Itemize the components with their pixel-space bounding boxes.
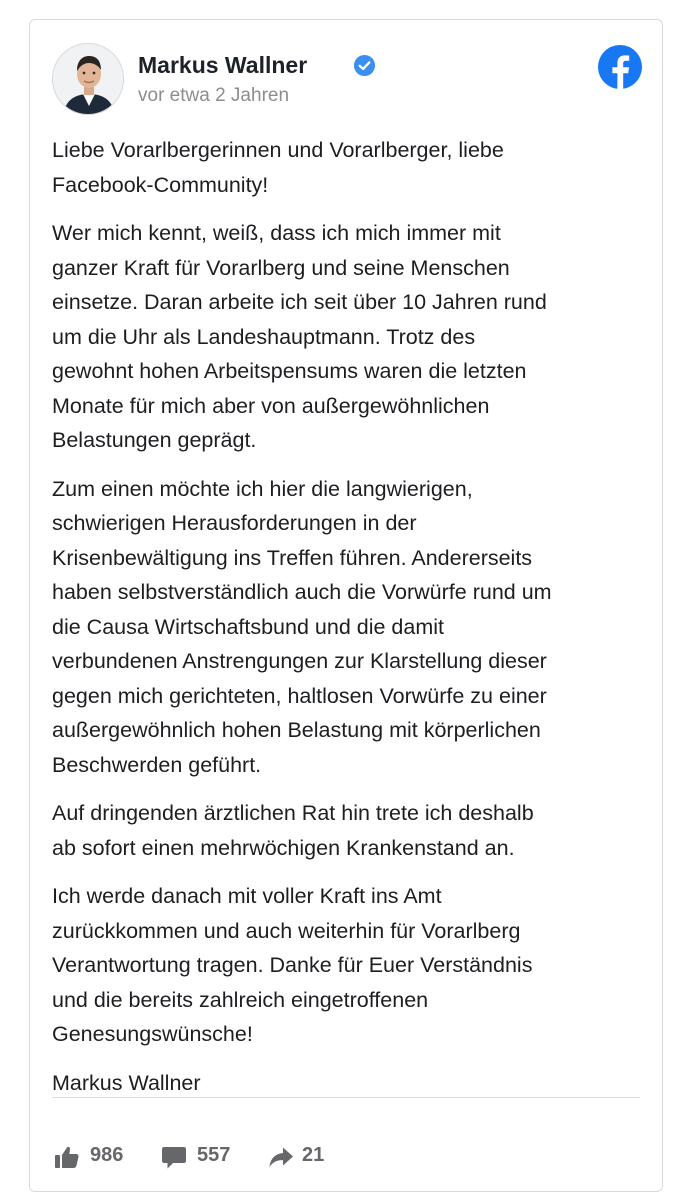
avatar-portrait-image [53,44,124,115]
post-body [52,133,644,1114]
like-button[interactable] [54,1141,134,1173]
text-line: Krisenbewältigung ins Treffen führen. Andererseits [52,545,533,570]
text-line: haben selbstverständlich auch die Vorwürfe rund um [52,580,552,604]
text-line: Facebook-Community! [52,172,269,197]
share-count: 21 [302,1144,325,1166]
facebook-post-card [29,19,663,1192]
text-line: um die Uhr als Landeshauptmann. Trotz des [52,324,476,349]
text-line: Monate für mich aber von außergewöhnlichen [52,393,490,418]
text-line: Markus Wallner [52,1070,201,1095]
text-line: Liebe Vorarlbergerinnen und Vorarlberger, liebe [52,138,504,162]
thumbs-up-icon [54,1144,80,1170]
comment-button[interactable] [161,1141,251,1173]
text-line: Zum einen möchte ich hier die langwierigen, [52,476,473,501]
text-line: Genesungswünsche! [52,1022,253,1046]
post-signature [52,1066,644,1101]
text-line: ab sofort einen mehrwöchigen Krankenstand an. [52,835,515,860]
share-arrow-icon [268,1144,294,1170]
comment-count: 557 [197,1144,231,1166]
text-line: ganzer Kraft für Vorarlberg und seine Menschen [52,255,510,280]
post-timestamp[interactable]: vor etwa 2 Jahren [138,85,290,106]
comment-bubble-icon [161,1144,187,1170]
text-line: gegen mich gerichteten, haltlosen Vorwürfe zu einer [52,683,547,708]
text-line: Ich werde danach mit voller Kraft ins Amt [52,884,442,908]
post-paragraph [52,472,644,783]
post-paragraph [52,796,644,865]
author-avatar[interactable] [52,43,124,115]
text-line: schwierigen Herausforderungen in der [52,511,417,535]
text-line: Beschwerden geführt. [52,752,262,777]
author-name[interactable]: Markus Wallner [138,52,308,78]
like-count: 986 [90,1144,124,1166]
share-button[interactable] [268,1141,348,1173]
reactions-divider [52,1097,640,1098]
text-line: einsetze. Daran arbeite ich seit über 10 Jahren rund [52,290,547,314]
post-paragraph-greeting [52,133,644,202]
text-line: zurückkommen und auch weiterhin für Vorarlberg [52,918,521,943]
text-line: Wer mich kennt, weiß, dass ich mich immer mit [52,221,501,245]
post-paragraph [52,879,644,1052]
text-line: und die bereits zahlreich eingetroffenen [52,987,429,1012]
text-line: die Causa Wirtschaftsbund und die damit [52,614,444,639]
facebook-logo-icon [598,45,642,89]
post-paragraph [52,216,644,458]
text-line: Verantwortung tragen. Danke für Euer Verständnis [52,953,533,977]
text-line: verbundenen Anstrengungen zur Klarstellung dieser [52,649,547,673]
verified-badge-icon [353,54,376,77]
text-line: Auf dringenden ärztlichen Rat hin trete ich deshalb [52,801,534,825]
post-header [52,43,644,115]
text-line: gewohnt hohen Arbeitspensums waren die letzten [52,359,527,383]
text-line: Belastungen geprägt. [52,428,257,452]
text-line: außergewöhnlich hohen Belastung mit körperlichen [52,718,541,742]
